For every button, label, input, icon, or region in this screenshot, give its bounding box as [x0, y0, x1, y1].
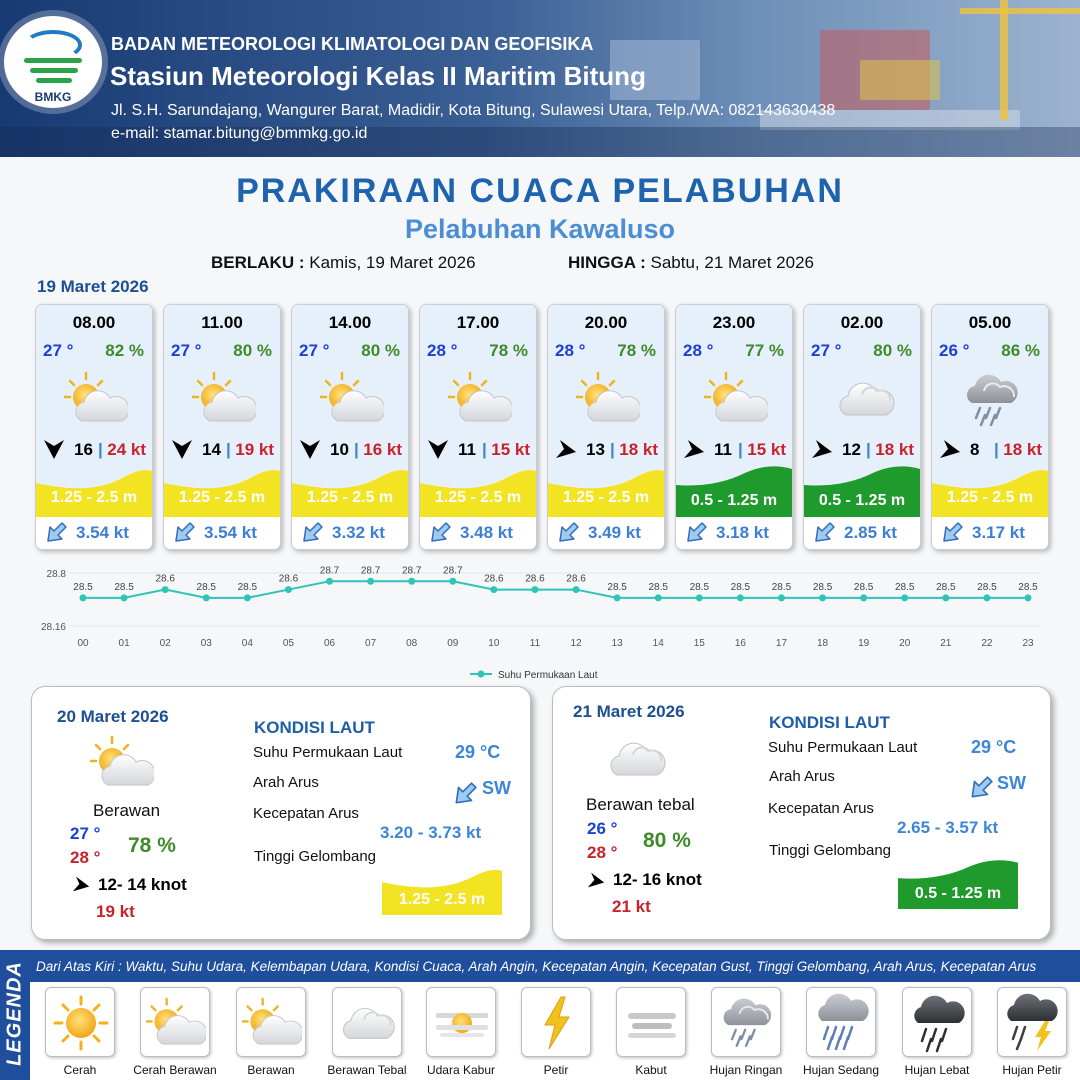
- card-wind-speed: 16: [74, 440, 93, 459]
- day2-wave-label: Tinggi Gelombang: [254, 848, 377, 865]
- forecast-card: [547, 304, 665, 550]
- wind-direction-icon: [299, 438, 321, 460]
- legend-item: [140, 987, 210, 1057]
- y-tick-label: 28.16: [40, 622, 66, 633]
- card-wind-speed: 14: [202, 440, 221, 459]
- wind-direction-icon: [587, 871, 605, 889]
- sst-data-label: 28.5: [730, 581, 751, 593]
- x-tick-label: 22: [981, 638, 993, 649]
- card-temperature: 27 °: [43, 341, 74, 360]
- sst-point: [121, 594, 128, 601]
- card-temperature: 26 °: [939, 341, 970, 360]
- current-direction-icon: [812, 521, 836, 545]
- current-direction-icon: [684, 521, 708, 545]
- sst-point: [655, 594, 662, 601]
- card-gust: 19 kt: [235, 440, 274, 459]
- card-current-speed: 3.49 kt: [588, 523, 641, 542]
- day3-dir: SW: [997, 773, 1026, 793]
- card-temperature: 27 °: [299, 341, 330, 360]
- day2-temp-min: 27 °: [70, 824, 101, 843]
- legend-item-label: Hujan Petir: [1002, 1063, 1062, 1077]
- legend-item-label: Hujan Sedang: [802, 1063, 880, 1077]
- legend-item: [45, 987, 115, 1057]
- current-direction-icon: [452, 781, 478, 807]
- card-current-speed: 3.54 kt: [76, 523, 129, 542]
- day3-condition: Berawan tebal: [586, 795, 695, 814]
- station-email: e-mail: stamar.bitung@bmmkg.go.id: [111, 125, 368, 142]
- card-gust: 18 kt: [875, 440, 914, 459]
- card-separator: |: [226, 440, 231, 459]
- heavy-rain-icon: [908, 993, 968, 1053]
- card-time: 08.00: [72, 313, 116, 332]
- sst-data-label: 28.6: [484, 573, 504, 585]
- light-rain-icon: [717, 993, 777, 1053]
- sst-data-label: 28.5: [812, 581, 833, 593]
- sst-data-label: 28.7: [360, 565, 381, 577]
- day3-wave: 0.5 - 1.25 m: [914, 885, 1002, 902]
- card-humidity: 78 %: [617, 341, 656, 360]
- day3-sst: 29 °C: [971, 737, 1017, 757]
- x-tick-label: 00: [77, 638, 89, 649]
- day3-wave-label: Tinggi Gelombang: [769, 842, 892, 859]
- x-tick-label: 15: [693, 638, 705, 649]
- card-humidity: 82 %: [105, 341, 144, 360]
- card-wind-speed: 11: [714, 440, 732, 459]
- card-time: 05.00: [968, 313, 1012, 332]
- current-direction-icon: [172, 521, 196, 545]
- station-name: Stasiun Meteorologi Kelas II Maritim Bitung: [110, 61, 646, 91]
- wind-direction-icon: [171, 438, 193, 460]
- legend-item-label: Berawan: [247, 1063, 295, 1077]
- sst-point: [490, 586, 497, 593]
- x-tick-label: 12: [570, 638, 582, 649]
- card-wind-speed: 10: [330, 440, 349, 459]
- valid-from: [211, 253, 476, 273]
- legend-header: [30, 950, 1080, 982]
- valid-to-value: Sabtu, 21 Maret 2026: [650, 253, 815, 272]
- x-tick-label: 11: [529, 638, 541, 649]
- x-tick-label: 21: [940, 638, 952, 649]
- card-wind-speed: 11: [458, 440, 476, 459]
- wind-direction-icon: [939, 438, 961, 460]
- legend-item: [236, 987, 306, 1057]
- current-direction-icon: [428, 521, 452, 545]
- day3-sst-label: Suhu Permukaan Laut: [768, 739, 918, 756]
- sst-point: [162, 586, 169, 593]
- day3-sea-title: KONDISI LAUT: [769, 713, 890, 732]
- card-wave-height: 0.5 - 1.25 m: [690, 492, 778, 509]
- card-time: 11.00: [201, 313, 243, 332]
- card-current-speed: 3.18 kt: [716, 523, 769, 542]
- x-tick-label: 07: [365, 638, 377, 649]
- day2-humidity: 78 %: [128, 834, 176, 857]
- card-time: 20.00: [584, 313, 628, 332]
- sst-point: [573, 586, 580, 593]
- legend-item: [521, 987, 591, 1057]
- fog-icon: [622, 993, 682, 1053]
- card-temperature: 27 °: [811, 341, 842, 360]
- partly-cloudy-icon: [320, 371, 384, 427]
- thunderstorm-icon: [1003, 993, 1063, 1053]
- forecast-card: [675, 304, 793, 550]
- sst-point: [614, 594, 621, 601]
- forecast-card: [291, 304, 409, 550]
- card-wave-height: 1.25 - 2.5 m: [946, 489, 1034, 506]
- cloudy-icon: [242, 993, 302, 1053]
- sst-point: [285, 586, 292, 593]
- light-rain-icon: [960, 371, 1024, 427]
- sst-point: [203, 594, 210, 601]
- sst-data-label: 28.5: [648, 581, 668, 593]
- port-name: Pelabuhan Kawaluso: [404, 214, 676, 244]
- wind-direction-icon: [683, 438, 705, 460]
- sst-data-label: 28.6: [278, 573, 299, 585]
- sst-data-label: 28.6: [155, 573, 175, 585]
- x-tick-label: 23: [1022, 638, 1034, 649]
- x-tick-label: 17: [775, 638, 788, 649]
- legend-item: [711, 987, 781, 1057]
- wind-direction-icon: [555, 438, 577, 460]
- sst-point: [819, 594, 826, 601]
- wind-direction-icon: [811, 438, 833, 460]
- sst-point: [983, 594, 990, 601]
- day3-speed-label: Kecepatan Arus: [768, 800, 874, 817]
- day2-condition: Berawan: [93, 801, 161, 820]
- sst-point: [942, 594, 949, 601]
- card-wave-height: 1.25 - 2.5 m: [434, 489, 522, 506]
- sunny-icon: [51, 993, 111, 1053]
- legend-item-label: Cerah Berawan: [133, 1063, 217, 1077]
- day3-gust: 21 kt: [612, 897, 651, 916]
- card-wave-height: 1.25 - 2.5 m: [306, 489, 394, 506]
- day2-sst: 29 °C: [455, 742, 501, 762]
- day2-date: 20 Maret 2026: [57, 707, 169, 726]
- day2-speed: 3.20 - 3.73 kt: [380, 823, 482, 842]
- partly-cloudy-icon: [448, 371, 512, 427]
- sst-data-label: 28.6: [566, 573, 586, 585]
- sst-line: [83, 581, 1028, 598]
- card-separator: |: [610, 440, 615, 459]
- legend-description: Dari Atas Kiri : Waktu, Suhu Udara, Kelembapan Udara, Kondisi Cuaca, Arah Angin, Kecepatan Angin, Kecepatan Gust, Tinggi Gelombang, Arah Arus, Kecepatan Arus: [36, 959, 1037, 974]
- sst-point: [80, 594, 87, 601]
- day3-wind: 12- 16 knot: [613, 870, 702, 889]
- partly-cloudy-icon: [90, 735, 154, 791]
- card-gust: 15 kt: [491, 440, 530, 459]
- legend-item: [616, 987, 686, 1057]
- day2-dir-label: Arah Arus: [253, 774, 319, 791]
- card-separator: |: [994, 440, 999, 459]
- card-gust: 18 kt: [619, 440, 658, 459]
- card-temperature: 28 °: [555, 341, 586, 360]
- day2-wave: 1.25 - 2.5 m: [398, 891, 486, 908]
- legend-item-label: Petir: [543, 1063, 569, 1077]
- day2-sst-label: Suhu Permukaan Laut: [253, 744, 403, 761]
- card-time: 17.00: [456, 313, 500, 332]
- legend-item-label: Cerah: [63, 1063, 97, 1077]
- legend-item: [332, 987, 402, 1057]
- card-current-speed: 3.48 kt: [460, 523, 513, 542]
- legend-item-label: Berawan Tebal: [327, 1063, 407, 1077]
- page-title: PRAKIRAAN CUACA PELABUHAN: [236, 172, 844, 210]
- overcast-icon: [338, 993, 398, 1053]
- card-temperature: 27 °: [171, 341, 202, 360]
- valid-from-label: BERLAKU :: [211, 253, 305, 272]
- current-direction-icon: [940, 521, 964, 545]
- legend-item-label: Hujan Lebat: [904, 1063, 970, 1077]
- sst-data-label: 28.5: [853, 581, 874, 593]
- legend-item-label: Kabut: [635, 1063, 667, 1077]
- sst-point: [901, 594, 908, 601]
- card-humidity: 80 %: [233, 341, 272, 360]
- partly-cloudy-icon: [64, 371, 128, 427]
- day3-dir-label: Arah Arus: [769, 768, 835, 785]
- card-humidity: 80 %: [873, 341, 912, 360]
- card-separator: |: [482, 440, 487, 459]
- wind-direction-icon: [72, 875, 90, 893]
- card-temperature: 28 °: [683, 341, 714, 360]
- card-separator: |: [866, 440, 871, 459]
- legend-item: [426, 987, 496, 1057]
- x-tick-label: 13: [611, 638, 623, 649]
- forecast-card: [931, 304, 1049, 550]
- x-tick-label: 08: [406, 638, 418, 649]
- sst-data-label: 28.5: [73, 581, 93, 593]
- sst-point: [326, 578, 333, 585]
- x-tick-label: 01: [118, 638, 130, 649]
- legend-item-label: Hujan Ringan: [709, 1063, 783, 1077]
- legend-item: [997, 987, 1067, 1057]
- current-direction-icon: [556, 521, 580, 545]
- card-humidity: 77 %: [745, 341, 784, 360]
- sst-data-label: 28.5: [936, 581, 956, 593]
- card-current-speed: 3.17 kt: [972, 523, 1025, 542]
- card-wave-height: 1.25 - 2.5 m: [562, 489, 650, 506]
- sst-data-label: 28.5: [895, 581, 915, 593]
- day2-dir: SW: [482, 778, 511, 798]
- sst-point: [244, 594, 251, 601]
- sst-data-label: 28.5: [237, 581, 258, 593]
- card-humidity: 78 %: [489, 341, 528, 360]
- current-direction-icon: [300, 521, 324, 545]
- day2-panel: [31, 686, 531, 940]
- day3-date: 21 Maret 2026: [573, 702, 685, 721]
- logo-text: BMKG: [34, 90, 72, 104]
- current-direction-icon: [44, 521, 68, 545]
- sst-data-label: 28.5: [1018, 581, 1038, 593]
- forecast-card: [803, 304, 921, 550]
- day2-wind: 12- 14 knot: [98, 875, 187, 894]
- bmkg-logo: [4, 16, 102, 108]
- day3-speed: 2.65 - 3.57 kt: [897, 818, 999, 837]
- x-tick-label: 06: [323, 638, 336, 649]
- partly-cloudy-icon: [146, 993, 206, 1053]
- day3-panel: [552, 686, 1051, 940]
- x-tick-label: 03: [200, 638, 212, 649]
- x-tick-label: 14: [652, 638, 664, 649]
- x-tick-label: 18: [817, 638, 829, 649]
- sst-data-label: 28.6: [525, 573, 545, 585]
- sst-data-label: 28.5: [689, 581, 710, 593]
- legend-item: [806, 987, 876, 1057]
- sst-point: [696, 594, 703, 601]
- x-tick-label: 16: [734, 638, 746, 649]
- x-tick-label: 04: [241, 638, 253, 649]
- day3-temp-min: 26 °: [587, 819, 618, 838]
- x-tick-label: 20: [899, 638, 911, 649]
- agency-name: BADAN METEOROLOGI KLIMATOLOGI DAN GEOFISIKA: [111, 34, 594, 54]
- legend-item: [902, 987, 972, 1057]
- wind-direction-icon: [427, 438, 449, 460]
- card-gust: 18 kt: [1003, 440, 1042, 459]
- sst-point: [531, 586, 538, 593]
- partly-cloudy-icon: [704, 371, 768, 427]
- day2-speed-label: Kecepatan Arus: [253, 805, 359, 822]
- legend-item-label: Udara Kabur: [426, 1063, 496, 1077]
- card-wave-height: 0.5 - 1.25 m: [818, 492, 906, 509]
- sst-data-label: 28.5: [977, 581, 997, 593]
- cloudy-icon: [832, 371, 896, 427]
- sst-data-label: 28.7: [319, 565, 340, 577]
- card-separator: |: [738, 440, 743, 459]
- x-tick-label: 05: [282, 638, 294, 649]
- x-tick-label: 02: [159, 638, 171, 649]
- sst-point: [778, 594, 785, 601]
- moderate-rain-icon: [812, 993, 872, 1053]
- partly-cloudy-icon: [576, 371, 640, 427]
- y-tick-label: 28.8: [46, 569, 66, 580]
- card-current-speed: 3.54 kt: [204, 523, 257, 542]
- card-temperature: 28 °: [427, 341, 458, 360]
- sst-data-label: 28.7: [443, 565, 463, 577]
- card-separator: |: [98, 440, 103, 459]
- lightning-icon: [527, 993, 587, 1053]
- card-wave-height: 1.25 - 2.5 m: [178, 489, 266, 506]
- sst-point: [408, 578, 415, 585]
- sst-data-label: 28.5: [196, 581, 216, 593]
- card-gust: 24 kt: [107, 440, 146, 459]
- forecast-card: [35, 304, 153, 550]
- x-tick-label: 10: [488, 638, 500, 649]
- legend-sidebar: [0, 950, 30, 1080]
- sst-data-label: 28.5: [114, 581, 134, 593]
- haze-icon: [432, 993, 492, 1053]
- sst-point: [449, 578, 456, 585]
- day1-date: 19 Maret 2026: [37, 277, 149, 296]
- card-time: 02.00: [840, 313, 884, 332]
- sst-point: [367, 578, 374, 585]
- legend-marker: [478, 671, 485, 678]
- card-time: 14.00: [328, 313, 372, 332]
- card-current-speed: 2.85 kt: [844, 523, 897, 542]
- card-separator: |: [354, 440, 359, 459]
- card-wind-speed: 13: [586, 440, 605, 459]
- valid-from-value: Kamis, 19 Maret 2026: [309, 253, 476, 272]
- card-current-speed: 3.32 kt: [332, 523, 385, 542]
- day2-gust: 19 kt: [96, 902, 135, 921]
- forecast-card: [163, 304, 281, 550]
- card-wind-speed: 8: [970, 440, 980, 459]
- day2-sea-title: KONDISI LAUT: [254, 718, 375, 737]
- wind-direction-icon: [43, 438, 65, 460]
- card-wind-speed: 12: [842, 440, 861, 459]
- forecast-card: [419, 304, 537, 550]
- sst-data-label: 28.5: [771, 581, 792, 593]
- legend-label: Suhu Permukaan Laut: [498, 670, 598, 681]
- sst-point: [737, 594, 744, 601]
- card-wave-height: 1.25 - 2.5 m: [50, 489, 138, 506]
- card-gust: 15 kt: [747, 440, 786, 459]
- day3-temp-max: 28 °: [587, 843, 618, 862]
- x-tick-label: 09: [447, 638, 459, 649]
- partly-cloudy-icon: [192, 371, 256, 427]
- card-time: 23.00: [712, 313, 756, 332]
- station-address: Jl. S.H. Sarundajang, Wangurer Barat, Madidir, Kota Bitung, Sulawesi Utara, Telp./WA: 082143630438: [111, 102, 836, 119]
- card-gust: 16 kt: [363, 440, 402, 459]
- valid-to: [568, 253, 814, 273]
- current-direction-icon: [968, 775, 994, 801]
- x-tick-label: 19: [858, 638, 870, 649]
- sst-data-label: 28.5: [607, 581, 627, 593]
- sst-point: [1025, 594, 1032, 601]
- valid-to-label: HINGGA :: [568, 253, 646, 272]
- day2-temp-max: 28 °: [70, 848, 101, 867]
- legend-title: LEGENDA: [3, 961, 26, 1066]
- sst-point: [860, 594, 867, 601]
- sst-data-label: 28.7: [401, 565, 422, 577]
- sst-chart: [30, 562, 1050, 682]
- cloudy-icon: [603, 731, 667, 787]
- card-humidity: 80 %: [361, 341, 400, 360]
- card-humidity: 86 %: [1001, 341, 1040, 360]
- day3-humidity: 80 %: [643, 829, 691, 852]
